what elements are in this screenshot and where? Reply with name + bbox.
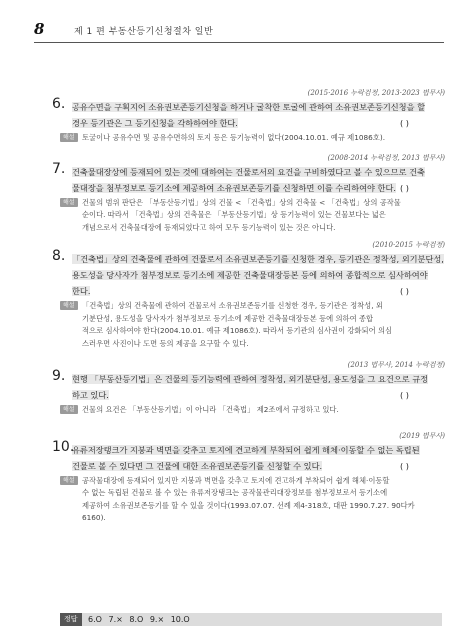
question-line-text: 용도성을 당사자가 첨부정보로 등기소에 제공한 건축물대장등본 등에 의하여 종합적으로 심사하여야 bbox=[72, 270, 428, 280]
question-line-text: 공유수면을 구획지어 소유권보존등기신청을 하거나 굴착한 토굴에 관하여 소유권보존등기신청을 할 bbox=[72, 102, 426, 112]
answer-blank: ( ) bbox=[400, 390, 409, 400]
explanation-line: 제공하여 소유권보존등기를 할 수 있을 것이다(1993.07.07. 선례 제4-318호, 대판 1990.7.27. 90다카 bbox=[82, 500, 415, 510]
exam-source-tag: (2019 법무사) bbox=[399, 431, 445, 440]
question-line bbox=[60, 458, 445, 474]
explanation-badge: 해설 bbox=[60, 405, 78, 414]
explanation-line: 기분단성, 용도성을 당사자가 첨부정보로 등기소에 제공한 건축물대장등본 등에 의하여 종합 bbox=[82, 313, 374, 323]
header-divider bbox=[34, 42, 444, 43]
explanation-badge: 해설 bbox=[60, 198, 78, 207]
answer-blank: ( ) bbox=[400, 286, 409, 296]
question-body bbox=[52, 368, 445, 403]
explanation bbox=[60, 197, 445, 235]
question-line bbox=[60, 442, 445, 458]
exam-source-tag: (2010·2015 누락검정) bbox=[372, 241, 445, 249]
question-number: 8. bbox=[52, 248, 66, 264]
question-line-text: 유류저장탱크가 지붕과 벽면을 갖추고 토지에 견고하게 부착되어 쉽게 해체·이동할 수 없는 독립된 bbox=[72, 444, 420, 455]
page-header bbox=[34, 20, 444, 42]
question-line-text: 「건축법」상의 건축물에 관하여 건물로서 소유권보존등기를 신청한 경우, 등기관은 정착성, 외기분단성, bbox=[72, 254, 444, 264]
question-line bbox=[60, 164, 445, 180]
question-line bbox=[60, 180, 445, 196]
question-body bbox=[52, 438, 445, 474]
explanation-badge: 해설 bbox=[60, 133, 78, 142]
chapter-title: 제 1 편 부동산등기신청절차 일반 bbox=[74, 27, 214, 37]
question-item bbox=[52, 240, 445, 350]
question-line-text: 경우 등기관은 그 등기신청을 각하하여야 한다. bbox=[72, 118, 238, 128]
explanation-line: 건물의 범위 판단은 「부동산등기법」상의 건물 < 「건축법」상의 건축물 < 「건축법」상의 공작물 bbox=[82, 197, 401, 207]
answer-blank: ( ) bbox=[400, 118, 409, 128]
question-line bbox=[60, 99, 445, 115]
question-body bbox=[52, 248, 445, 299]
answer-blank: ( ) bbox=[400, 460, 409, 471]
question-list bbox=[52, 88, 445, 525]
explanation-line: 토굴이나 공유수면 및 공유수면하의 토지 등은 등기능력이 없다(2004.10.01. 예규 제1086호). bbox=[82, 133, 386, 142]
answer-label: 정답 bbox=[60, 613, 82, 626]
answer-text: 6.O 7.× 8.O 9.× 10.O bbox=[82, 613, 442, 626]
explanation bbox=[60, 132, 445, 145]
answer-blank: ( ) bbox=[400, 182, 409, 193]
explanation-line: 6160). bbox=[82, 513, 106, 522]
explanation-line: 수 없는 독립된 건물로 볼 수 있는 유류저장탱크는 공작물관리대장정보를 첨부정보로서 등기소에 bbox=[82, 488, 388, 497]
explanation bbox=[60, 475, 445, 525]
question-body bbox=[52, 160, 445, 196]
explanation-badge: 해설 bbox=[60, 476, 78, 485]
exam-source-tag: (2015·2016 누락검정, 2013·2023 법무사) bbox=[307, 89, 445, 97]
explanation-line: 「건축법」상의 건축물에 관하여 건물로서 소유권보존등기를 신청한 경우, 등기관은 정착성, 외 bbox=[82, 301, 383, 310]
question-line bbox=[60, 387, 445, 403]
question-line-text: 건물로 볼 수 있다면 그 건물에 대한 소유권보존등기를 신청할 수 있다. bbox=[72, 460, 323, 471]
question-line bbox=[60, 115, 445, 131]
explanation-line: 공작물대장에 등재되어 있지만 지붕과 벽면을 갖추고 토지에 견고하게 부착되어 쉽게 해체·이동할 bbox=[82, 475, 390, 485]
question-body bbox=[52, 96, 445, 131]
answer-bar bbox=[60, 613, 444, 627]
explanation-line: 건물의 요건은 「부동산등기법」이 아니라 「건축법」 제2조에서 규정하고 있다. bbox=[82, 405, 339, 414]
question-number: 10. bbox=[52, 438, 75, 455]
explanation bbox=[60, 300, 445, 350]
question-line bbox=[60, 371, 445, 387]
explanation-line: 개념으로서 건축물대장에 등재되었다고 하여 모두 등기능력이 있는 것은 아니다. bbox=[82, 222, 336, 232]
question-line-text: 건축물대장상에 등재되어 있는 것에 대하여는 건물로서의 요건을 구비하였다고 볼 수 있으므로 건축 bbox=[72, 166, 425, 177]
question-number: 6. bbox=[52, 96, 66, 112]
exam-source-tag: (2013 법무사, 2014 누락검정) bbox=[347, 361, 445, 369]
question-item bbox=[52, 88, 445, 145]
explanation-line: 스러우면 사진이나 도면 등의 제공을 요구할 수 있다. bbox=[82, 338, 249, 348]
question-item bbox=[52, 431, 445, 525]
question-line-text: 한다. bbox=[72, 286, 91, 296]
question-line bbox=[60, 283, 445, 299]
explanation-badge: 해설 bbox=[60, 301, 78, 310]
explanation-line: 순이다. 따라서 「건축법」상의 건축물은 「부동산등기법」상 등기능력이 있는 건물보다는 넓은 bbox=[82, 210, 386, 219]
exam-source-tag: (2008·2014 누락검정, 2013 법무사) bbox=[327, 153, 445, 162]
question-line bbox=[60, 251, 445, 267]
explanation-line: 적으로 심사하여야 한다(2004.10.01. 예규 제1086호). 따라서 등기관의 심사권이 강화되어 의심 bbox=[82, 326, 393, 335]
page-number: 8 bbox=[34, 20, 45, 38]
question-number: 9. bbox=[52, 368, 66, 384]
question-line-text: 물대장을 첨부정보로 등기소에 제공하여 소유권보존등기를 신청하면 이를 수리하여야 한다. bbox=[72, 182, 396, 193]
question-line-text: 하고 있다. bbox=[72, 390, 109, 400]
question-item bbox=[52, 360, 445, 417]
question-line-text: 현행 「부동산등기법」은 건물의 등기능력에 관하여 정착성, 외기분단성, 용도성을 그 요건으로 규정 bbox=[72, 374, 429, 384]
question-line bbox=[60, 267, 445, 283]
question-number: 7. bbox=[52, 160, 66, 177]
question-item bbox=[52, 153, 445, 235]
explanation bbox=[60, 404, 445, 417]
